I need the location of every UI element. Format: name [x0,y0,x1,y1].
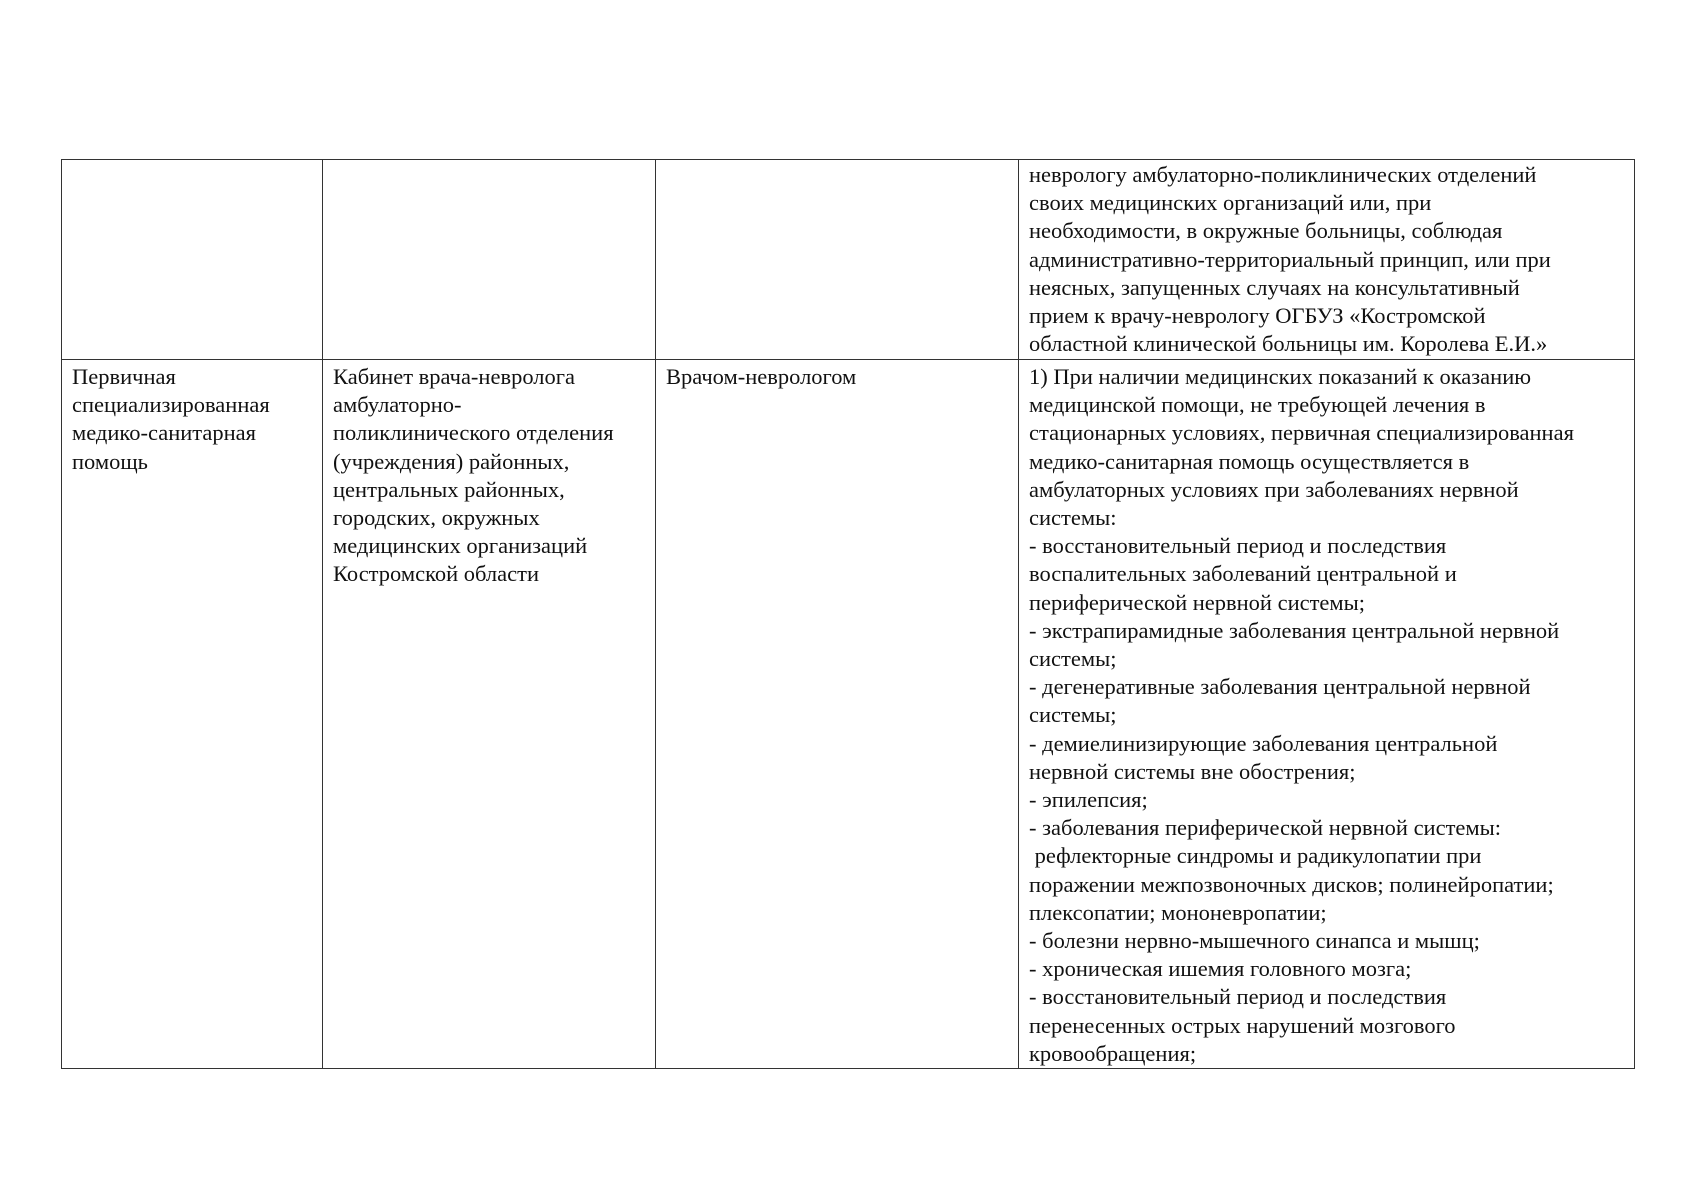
text-line: поликлинического отделения [333,420,614,446]
procedure-cell [1019,160,1635,360]
text-line: системы; [1029,702,1117,728]
unit-cell [323,360,656,1069]
table-row [62,360,1635,1069]
text-line: (учреждения) районных, [333,448,570,474]
text-line: Костромской области [333,561,540,587]
text-line: периферической нервной системы; [1029,589,1366,615]
text-line: рефлекторные синдромы и радикулопатии при [1029,843,1482,869]
text-line: системы: [1029,505,1117,531]
care-type-cell [62,160,323,360]
text-line: амбулаторно- [333,392,462,418]
table-row [62,160,1635,360]
text-line: помощь [72,448,148,474]
text-line: стационарных условиях, первичная специализированная [1029,420,1574,446]
text-line: поражении межпозвоночных дисков; полинейропатии; [1029,871,1554,897]
text-line: Врачом-неврологом [666,364,857,389]
text-line: центральных районных, [333,476,565,502]
text-line: - дегенеративные заболевания центральной нервной [1029,674,1531,700]
text-line: городских, окружных [333,505,540,531]
text-line: нервной системы вне обострения; [1029,758,1356,784]
text-line: - болезни нервно-мышечного синапса и мышц; [1029,928,1480,954]
procedure-cell [1019,360,1635,1069]
text-line: плексопатии; мононевропатии; [1029,899,1327,925]
care-procedure-table [61,159,1635,1069]
text-line: - демиелинизирующие заболевания центральной [1029,730,1498,756]
care-type-cell [62,360,323,1069]
text-line: кровообращения; [1029,1040,1197,1066]
text-line: - хроническая ишемия головного мозга; [1029,956,1412,982]
text-line: необходимости, в окружные больницы, соблюдая [1029,218,1503,244]
text-line: - эпилепсия; [1029,787,1148,813]
text-line: медицинской помощи, не требующей лечения в [1029,392,1486,418]
text-line: - восстановительный период и последствия [1029,533,1447,559]
text-line: своих медицинских организаций или, при [1029,190,1432,216]
text-line: - заболевания периферической нервной системы: [1029,815,1502,841]
performer-cell [656,160,1019,360]
text-line: - экстрапирамидные заболевания центральной нервной [1029,617,1560,643]
text-line: - восстановительный период и последствия [1029,984,1447,1010]
unit-cell [323,160,656,360]
text-line: 1) При наличии медицинских показаний к оказанию [1029,364,1532,389]
text-line: медико-санитарная помощь осуществляется в [1029,448,1470,474]
text-line: медико-санитарная [72,420,256,446]
text-line: Кабинет врача-невролога [333,364,575,389]
text-line: специализированная [72,392,270,418]
text-line: областной клинической больницы им. Королева Е.И.» [1029,331,1548,357]
text-line: административно-территориальный принцип, или при [1029,246,1551,272]
text-line: медицинских организаций [333,533,588,559]
text-line: системы; [1029,646,1117,672]
text-line: воспалительных заболеваний центральной и [1029,561,1457,587]
text-line: Первичная [72,364,176,389]
text-line: неясных, запущенных случаях на консультативный [1029,274,1520,300]
performer-cell [656,360,1019,1069]
text-line: перенесенных острых нарушений мозгового [1029,1012,1456,1038]
text-line: неврологу амбулаторно-поликлинических отделений [1029,162,1537,187]
text-line: прием к врачу-неврологу ОГБУЗ «Костромской [1029,303,1486,329]
text-line: амбулаторных условиях при заболеваниях нервной [1029,476,1519,502]
